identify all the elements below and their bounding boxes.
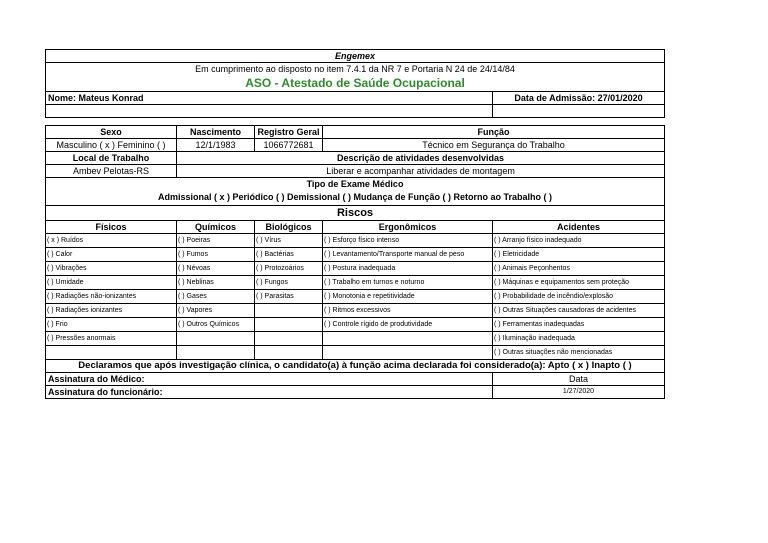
risk-item-acidentes: ( ) Animais Peçonhentos xyxy=(493,262,665,276)
risk-row xyxy=(46,304,665,318)
risk-item-acidentes: ( ) Outras Situações causadoras de acidentes xyxy=(493,304,665,318)
registro-value: 1066772681 xyxy=(255,139,323,152)
risk-item-ergonomicos xyxy=(323,346,493,360)
riscos-title: Riscos xyxy=(46,206,665,221)
aso-table xyxy=(45,49,665,234)
risk-row xyxy=(46,262,665,276)
employee-name: Nome: Mateus Konrad xyxy=(46,92,493,105)
risk-item-quimicos xyxy=(177,332,255,346)
risk-item-fisicos: ( ) Frio xyxy=(46,318,177,332)
risk-item-acidentes: ( ) Probabilidade de incêndio/explosão xyxy=(493,290,665,304)
risk-item-fisicos: ( ) Radiações não-ionizantes xyxy=(46,290,177,304)
risk-header-fisicos: Físicos xyxy=(46,221,177,234)
risk-row xyxy=(46,318,665,332)
sexo-label: Sexo xyxy=(46,126,177,139)
risk-item-ergonomicos: ( ) Ritmos excessivos xyxy=(323,304,493,318)
funcao-value: Técnico em Segurança do Trabalho xyxy=(323,139,665,152)
risk-item-quimicos: ( ) Névoas xyxy=(177,262,255,276)
risk-header-biologicos: Biológicos xyxy=(255,221,323,234)
document-title: ASO - Atestado de Saúde Ocupacional xyxy=(46,75,665,92)
risk-item-acidentes: ( ) Arranjo físico inadequado xyxy=(493,234,665,248)
risk-item-ergonomicos: ( ) Controle rígido de produtividade xyxy=(323,318,493,332)
risk-item-fisicos: ( x ) Ruídos xyxy=(46,234,177,248)
compliance-text: Em cumprimento ao disposto no item 7.4.1 da NR 7 e Portaria N 24 de 24/14/84 xyxy=(46,63,665,76)
registro-label: Registro Geral xyxy=(255,126,323,139)
risk-header-ergonomicos: Ergonômicos xyxy=(323,221,493,234)
risk-item-biologicos: ( ) Vírus xyxy=(255,234,323,248)
risk-item-fisicos: ( ) Umidade xyxy=(46,276,177,290)
company-name: Engemex xyxy=(46,50,665,63)
risk-item-fisicos: ( ) Vibrações xyxy=(46,262,177,276)
risk-row xyxy=(46,346,665,360)
risk-item-acidentes: ( ) Eletricidade xyxy=(493,248,665,262)
risk-item-biologicos: ( ) Fungos xyxy=(255,276,323,290)
risk-item-ergonomicos: ( ) Trabalho em turnos e noturno xyxy=(323,276,493,290)
risk-item-quimicos: ( ) Outros Químicos xyxy=(177,318,255,332)
risk-item-quimicos: ( ) Fumos xyxy=(177,248,255,262)
descricao-label: Descrição de atividades desenvolvidas xyxy=(177,152,665,165)
risk-row xyxy=(46,276,665,290)
risk-item-ergonomicos: ( ) Levantamento/Transporte manual de peso xyxy=(323,248,493,262)
spacer xyxy=(46,118,665,126)
risk-item-acidentes: ( ) Iluminação inadequada xyxy=(493,332,665,346)
funcionario-signature-label: Assinatura do funcionário: xyxy=(46,386,493,399)
risk-row xyxy=(46,290,665,304)
risk-item-biologicos: ( ) Bactérias xyxy=(255,248,323,262)
risk-item-quimicos: ( ) Gases xyxy=(177,290,255,304)
signature-date: 1/27/2020 xyxy=(493,386,665,399)
medico-signature-label: Assinatura do Médico: xyxy=(46,373,493,386)
risk-item-biologicos xyxy=(255,318,323,332)
declaration: Declaramos que após investigação clínica, o candidato(a) à função acima declarada foi considerado(a): Apto ( x ) Inapto ( ) xyxy=(46,360,665,373)
exam-type-options: Admissional ( x ) Periódico ( ) Demissional ( ) Mudança de Função ( ) Retorno ao Trabalho ( ) xyxy=(46,190,665,206)
admission-date: Data de Admissão: 27/01/2020 xyxy=(493,92,665,105)
footer-table xyxy=(45,359,665,399)
exam-type-label: Tipo de Exame Médico xyxy=(46,178,665,191)
risk-item-fisicos: ( ) Calor xyxy=(46,248,177,262)
risk-item-acidentes: ( ) Ferramentas inadequadas xyxy=(493,318,665,332)
risk-item-fisicos: ( ) Radiações ionizantes xyxy=(46,304,177,318)
risk-item-ergonomicos: ( ) Esforço físico intenso xyxy=(323,234,493,248)
risk-item-acidentes: ( ) Máquinas e equipamentos sem proteção xyxy=(493,276,665,290)
funcao-label: Função xyxy=(323,126,665,139)
local-label: Local de Trabalho xyxy=(46,152,177,165)
aso-document xyxy=(45,49,664,399)
risk-item-quimicos: ( ) Vapores xyxy=(177,304,255,318)
nascimento-value: 12/1/1983 xyxy=(177,139,255,152)
risk-item-quimicos: ( ) Poeiras xyxy=(177,234,255,248)
nascimento-label: Nascimento xyxy=(177,126,255,139)
risk-item-biologicos: ( ) Parasitas xyxy=(255,290,323,304)
risk-item-quimicos xyxy=(177,346,255,360)
risk-item-biologicos: ( ) Protozoários xyxy=(255,262,323,276)
risk-item-biologicos xyxy=(255,346,323,360)
risk-item-ergonomicos: ( ) Postura inadequada xyxy=(323,262,493,276)
risk-item-biologicos xyxy=(255,332,323,346)
risk-item-acidentes: ( ) Outras situações não mencionadas xyxy=(493,346,665,360)
blank-row-right xyxy=(493,105,665,118)
local-value: Ambev Pelotas-RS xyxy=(46,165,177,178)
risk-item-quimicos: ( ) Neblinas xyxy=(177,276,255,290)
risk-row xyxy=(46,234,665,248)
risk-header-acidentes: Acidentes xyxy=(493,221,665,234)
risk-item-fisicos: ( ) Pressões anormais xyxy=(46,332,177,346)
risk-item-biologicos xyxy=(255,304,323,318)
risk-items-table xyxy=(45,233,665,360)
risk-item-fisicos xyxy=(46,346,177,360)
risk-item-ergonomicos: ( ) Monotonia e repetitividade xyxy=(323,290,493,304)
date-label: Data xyxy=(493,373,665,386)
risk-header-quimicos: Químicos xyxy=(177,221,255,234)
risk-row xyxy=(46,248,665,262)
risk-row xyxy=(46,332,665,346)
sexo-value: Masculino ( x ) Feminino ( ) xyxy=(46,139,177,152)
descricao-value: Liberar e acompanhar atividades de montagem xyxy=(177,165,665,178)
blank-row-left xyxy=(46,105,493,118)
risk-item-ergonomicos xyxy=(323,332,493,346)
